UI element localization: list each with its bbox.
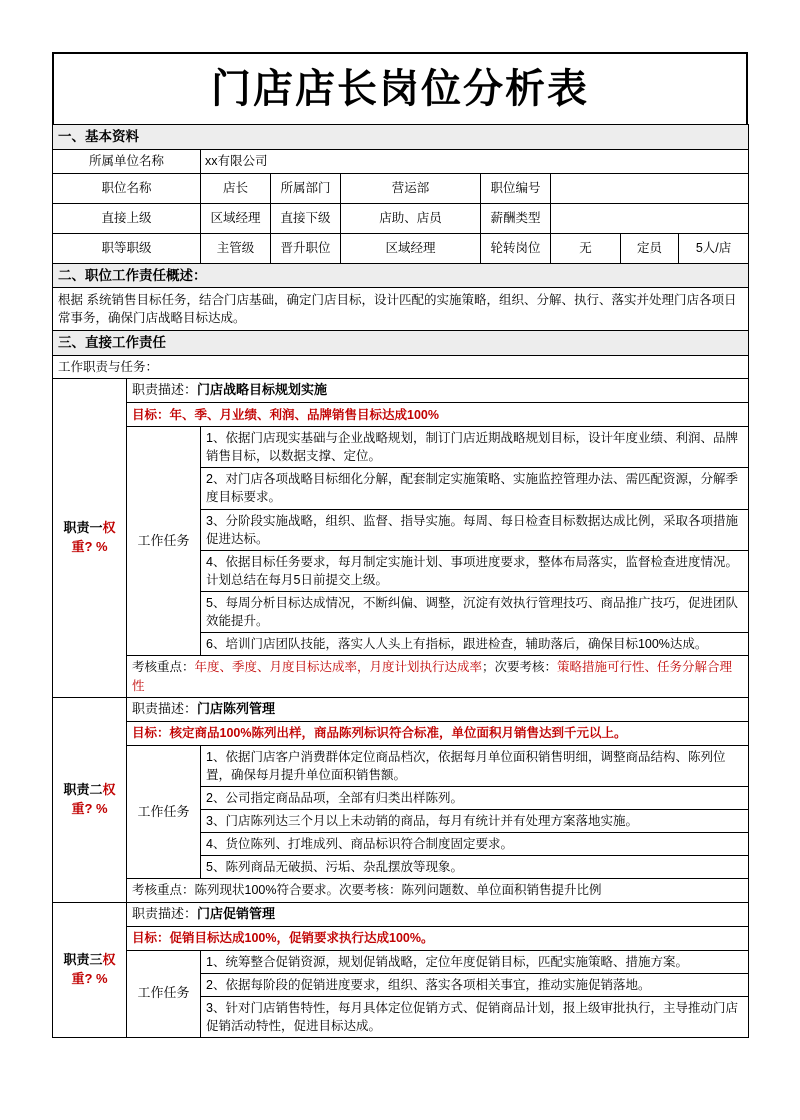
table-row-position — [53, 173, 749, 203]
label-promotion-position: 晋升职位 — [271, 233, 341, 263]
duty-description-label: 职责描述： — [132, 905, 198, 921]
duty-task-item: 1、依据门店客户消费群体定位商品档次，依据每月单位面积销售明细，调整商品结构、陈列位置，确保每月提升单位面积销售额。 — [201, 745, 749, 786]
duty-index-label: 职责二 — [63, 781, 103, 797]
document-title-container — [52, 52, 748, 124]
label-direct-supervisor: 直接上级 — [53, 203, 201, 233]
label-rotation-position: 轮转岗位 — [481, 233, 551, 263]
page-title: 门店店长岗位分析表 — [211, 67, 589, 111]
duty-kpi-cell — [127, 879, 749, 902]
duty-kpi-secondary: 策略措施可行性、任务分解合理性 — [132, 660, 733, 693]
duty-kpi-label: 考核重点： — [132, 883, 195, 898]
value-position-name[interactable]: 店长 — [201, 173, 271, 203]
section-heading-row-basic — [53, 125, 749, 150]
duty-kpi-label: 考核重点： — [132, 660, 195, 675]
duty-task-row — [53, 745, 749, 786]
duty-weight-cell[interactable] — [53, 379, 127, 698]
duty-task-item: 5、陈列商品无破损、污垢、杂乱摆放等现象。 — [201, 856, 749, 879]
duty-task-item: 5、每周分析目标达成情况，不断纠偏、调整，沉淀有效执行管理技巧、商品推广技巧，促进团队效能提升。 — [201, 592, 749, 633]
duty-goal-label: 目标： — [132, 931, 170, 945]
value-salary-type[interactable] — [551, 203, 749, 233]
duty-goal-row — [53, 721, 749, 745]
duty-kpi-separator: ；次要考核： — [482, 660, 558, 675]
duty-goal-value: 促销目标达成100%，促销要求执行达成100%。 — [169, 931, 434, 945]
value-promotion-position[interactable]: 区域经理 — [341, 233, 481, 263]
value-direct-subordinate[interactable]: 店助、店员 — [341, 203, 481, 233]
value-rotation-position[interactable]: 无 — [551, 233, 621, 263]
work-tasks-label: 工作任务 — [127, 427, 201, 656]
duty-description-value: 门店战略目标规划实施 — [197, 382, 328, 398]
work-tasks-label: 工作任务 — [127, 950, 201, 1038]
duty-goal-value: 年、季、月业绩、利润、品牌销售目标达成100% — [169, 407, 439, 422]
duty-goal-row — [53, 403, 749, 427]
duty-goal-row — [53, 926, 749, 950]
duty-goal-cell — [127, 403, 749, 427]
section-heading-row-overview — [53, 263, 749, 288]
value-department[interactable]: 营运部 — [341, 173, 481, 203]
analysis-table — [52, 124, 749, 1038]
table-row-duties-label — [53, 355, 749, 378]
duty-kpi-row — [53, 879, 749, 902]
duty-weight-label: 权重? % — [71, 520, 116, 554]
value-direct-supervisor[interactable]: 区域经理 — [201, 203, 271, 233]
duty-weight-label: 权重? % — [71, 781, 116, 816]
duty-goal-value: 核定商品100%陈列出样，商品陈列标识符合标准，单位面积月销售达到千元以上。 — [169, 726, 627, 741]
label-rank: 职等职级 — [53, 233, 201, 263]
duties-tasks-label: 工作职责与任务： — [53, 355, 749, 378]
value-unit-name[interactable]: xx有限公司 — [201, 149, 749, 173]
label-direct-subordinate: 直接下级 — [271, 203, 341, 233]
duty-description-cell — [127, 379, 749, 403]
duty-task-item: 1、依据门店现实基础与企业战略规划，制订门店近期战略规划目标，设计年度业绩、利润、品牌销售目标，以数据支撑、定位。 — [201, 427, 749, 468]
label-position-name: 职位名称 — [53, 173, 201, 203]
duty-weight-label: 权重? % — [71, 951, 116, 986]
duty-task-item: 2、依据每阶段的促销进度要求，组织、落实各项相关事宜，推动实施促销落地。 — [201, 973, 749, 996]
duty-task-item: 3、门店陈列达三个月以上未动销的商品，每月有统计并有处理方案落地实施。 — [201, 810, 749, 833]
duty-task-item: 4、货位陈列、打堆成列、商品标识符合制度固定要求。 — [201, 833, 749, 856]
duty-task-row — [53, 950, 749, 973]
duty-task-item: 3、分阶段实施战略，组织、监督、指导实施。每周、每日检查目标数据达成比例，采取各项措施促进达标。 — [201, 509, 749, 550]
duty-description-value: 门店陈列管理 — [197, 700, 276, 716]
label-headcount: 定员 — [621, 233, 679, 263]
table-row-unit — [53, 149, 749, 173]
table-row-overview-text — [53, 288, 749, 331]
duty-index-label: 职责三 — [63, 951, 103, 967]
duty-weight-cell[interactable] — [53, 902, 127, 1038]
duty-description-label: 职责描述： — [132, 382, 198, 398]
label-unit-name: 所属单位名称 — [53, 149, 201, 173]
duty-task-item: 2、公司指定商品品项，全部有归类出样陈列。 — [201, 786, 749, 809]
duty-task-item: 6、培训门店团队技能，落实人人头上有指标，跟进检查，辅助落后，确保目标100%达成。 — [201, 633, 749, 656]
duty-description-value: 门店促销管理 — [197, 905, 276, 921]
duty-block-row — [53, 697, 749, 721]
work-tasks-label: 工作任务 — [127, 745, 201, 879]
duty-overview-text: 根据 系统销售目标任务，结合门店基础，确定门店目标，设计匹配的实施策略，组织、分解、执行、落实并处理门店各项日常事务，确保门店战略目标达成。 — [53, 288, 749, 331]
section-heading-direct-duty: 三、直接工作责任 — [53, 331, 749, 356]
label-salary-type: 薪酬类型 — [481, 203, 551, 233]
duty-description-cell — [127, 902, 749, 926]
section-heading-overview: 二、职位工作责任概述： — [53, 263, 749, 288]
duty-task-item: 4、依据目标任务要求，每月制定实施计划、事项进度要求，整体布局落实，监督检查进度情况。计划总结在每月5日前提交上级。 — [201, 550, 749, 591]
duty-task-row — [53, 427, 749, 468]
duty-description-label: 职责描述： — [132, 700, 198, 716]
value-position-code[interactable] — [551, 173, 749, 203]
duty-goal-cell — [127, 721, 749, 745]
duty-task-item: 2、对门店各项战略目标细化分解，配套制定实施策略、实施监控管理办法、需匹配资源，分解季度目标要求。 — [201, 468, 749, 509]
duty-task-item: 1、统筹整合促销资源，规划促销战略，定位年度促销目标，匹配实施策略、措施方案。 — [201, 950, 749, 973]
duty-kpi-cell — [127, 656, 749, 697]
value-rank[interactable]: 主管级 — [201, 233, 271, 263]
duty-goal-label: 目标： — [132, 407, 170, 422]
duty-goal-label: 目标： — [132, 726, 170, 741]
duty-weight-cell[interactable] — [53, 697, 127, 902]
section-heading-row-direct-duty — [53, 331, 749, 356]
duty-description-cell — [127, 697, 749, 721]
duty-goal-cell — [127, 926, 749, 950]
duty-block-row — [53, 379, 749, 403]
table-row-supervisor — [53, 203, 749, 233]
value-headcount[interactable]: 5人/店 — [679, 233, 749, 263]
duty-task-item: 3、针对门店销售特性，每月具体定位促销方式、促销商品计划，报上级审批执行，主导推动门店促销活动特性，促进目标达成。 — [201, 996, 749, 1037]
duty-index-label: 职责一 — [63, 520, 103, 536]
duty-kpi-primary: 陈列现状100%符合要求。次要考核：陈列问题数、单位面积销售提升比例 — [194, 883, 602, 898]
table-row-rank — [53, 233, 749, 263]
label-position-code: 职位编号 — [481, 173, 551, 203]
section-heading-basic: 一、基本资料 — [53, 125, 749, 150]
label-department: 所属部门 — [271, 173, 341, 203]
duty-kpi-row — [53, 656, 749, 697]
duty-kpi-primary: 年度、季度、月度目标达成率，月度计划执行达成率 — [194, 660, 483, 675]
duty-block-row — [53, 902, 749, 926]
